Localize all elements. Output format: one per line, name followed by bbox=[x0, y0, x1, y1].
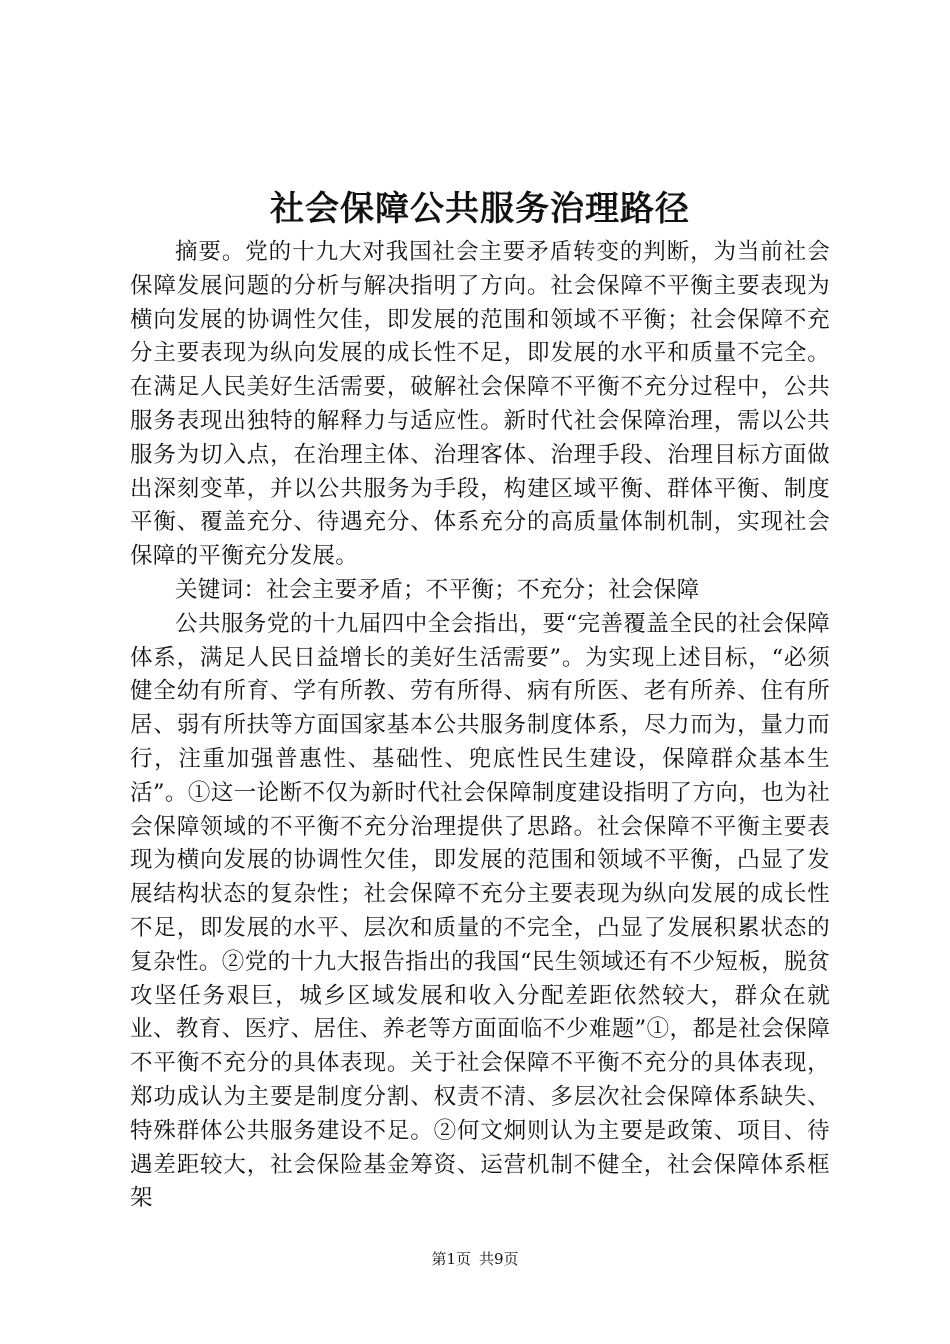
document-body bbox=[130, 236, 830, 1216]
page-footer bbox=[0, 1248, 950, 1270]
page-total: 共9页 bbox=[479, 1250, 519, 1268]
abstract-paragraph: 摘要。党的十九大对我国社会主要矛盾转变的判断，为当前社会保障发展问题的分析与解决指明了方向。社会保障不平衡主要表现为横向发展的协调性欠佳，即发展的范围和领域不平衡；社会保障不充分主要表现为纵向发展的成长性不足，即发展的水平和质量不完全。在满足人民美好生活需要，破解社会保障不平衡不充分过程中，公共服务表现出独特的解释力与适应性。新时代社会保障治理，需以公共服务为切入点，在治理主体、治理客体、治理手段、治理目标方面做出深刻变革，并以公共服务为手段，构建区域平衡、群体平衡、制度平衡、覆盖充分、待遇充分、体系充分的高质量体制机制，实现社会保障的平衡充分发展。 bbox=[130, 239, 830, 570]
keywords-paragraph: 关键词：社会主要矛盾；不平衡；不充分；社会保障 bbox=[175, 576, 700, 603]
page-number: 第1页 bbox=[431, 1250, 471, 1268]
body-paragraph: 公共服务党的十九届四中全会指出，要“完善覆盖全民的社会保障体系，满足人民日益增长的美好生活需要”。为实现上述目标，“必须健全幼有所育、学有所教、劳有所得、病有所医、老有所养、住有所居、弱有所扶等方面国家基本公共服务制度体系，尽力而为，量力而行，注重加强普惠性、基础性、兜底性民生建设，保障群众基本生活”。①这一论断不仅为新时代社会保障制度建设指明了方向，也为社会保障领域的不平衡不充分治理提供了思路。社会保障不平衡主要表现为横向发展的协调性欠佳，即发展的范围和领域不平衡，凸显了发展结构状态的复杂性；社会保障不充分主要表现为纵向发展的成长性不足，即发展的水平、层次和质量的不完全，凸显了发展积累状态的复杂性。②党的十九大报告指出的我国“民生领域还有不少短板，脱贫攻坚任务艰巨，城乡区域发展和收入分配差距依然较大，群众在就业、教育、医疗、居住、养老等方面面临不少难题”①，都是社会保障不平衡不充分的具体表现。关于社会保障不平衡不充分的具体表现，郑功成认为主要是制度分割、权责不清、多层次社会保障体系缺失、特殊群体公共服务建设不足。②何文炯则认为主要是政策、项目、待遇差距较大，社会保险基金筹资、运营机制不健全，社会保障体系框架 bbox=[130, 610, 830, 1212]
document-title: 社会保障公共服务治理路径 bbox=[270, 189, 690, 229]
